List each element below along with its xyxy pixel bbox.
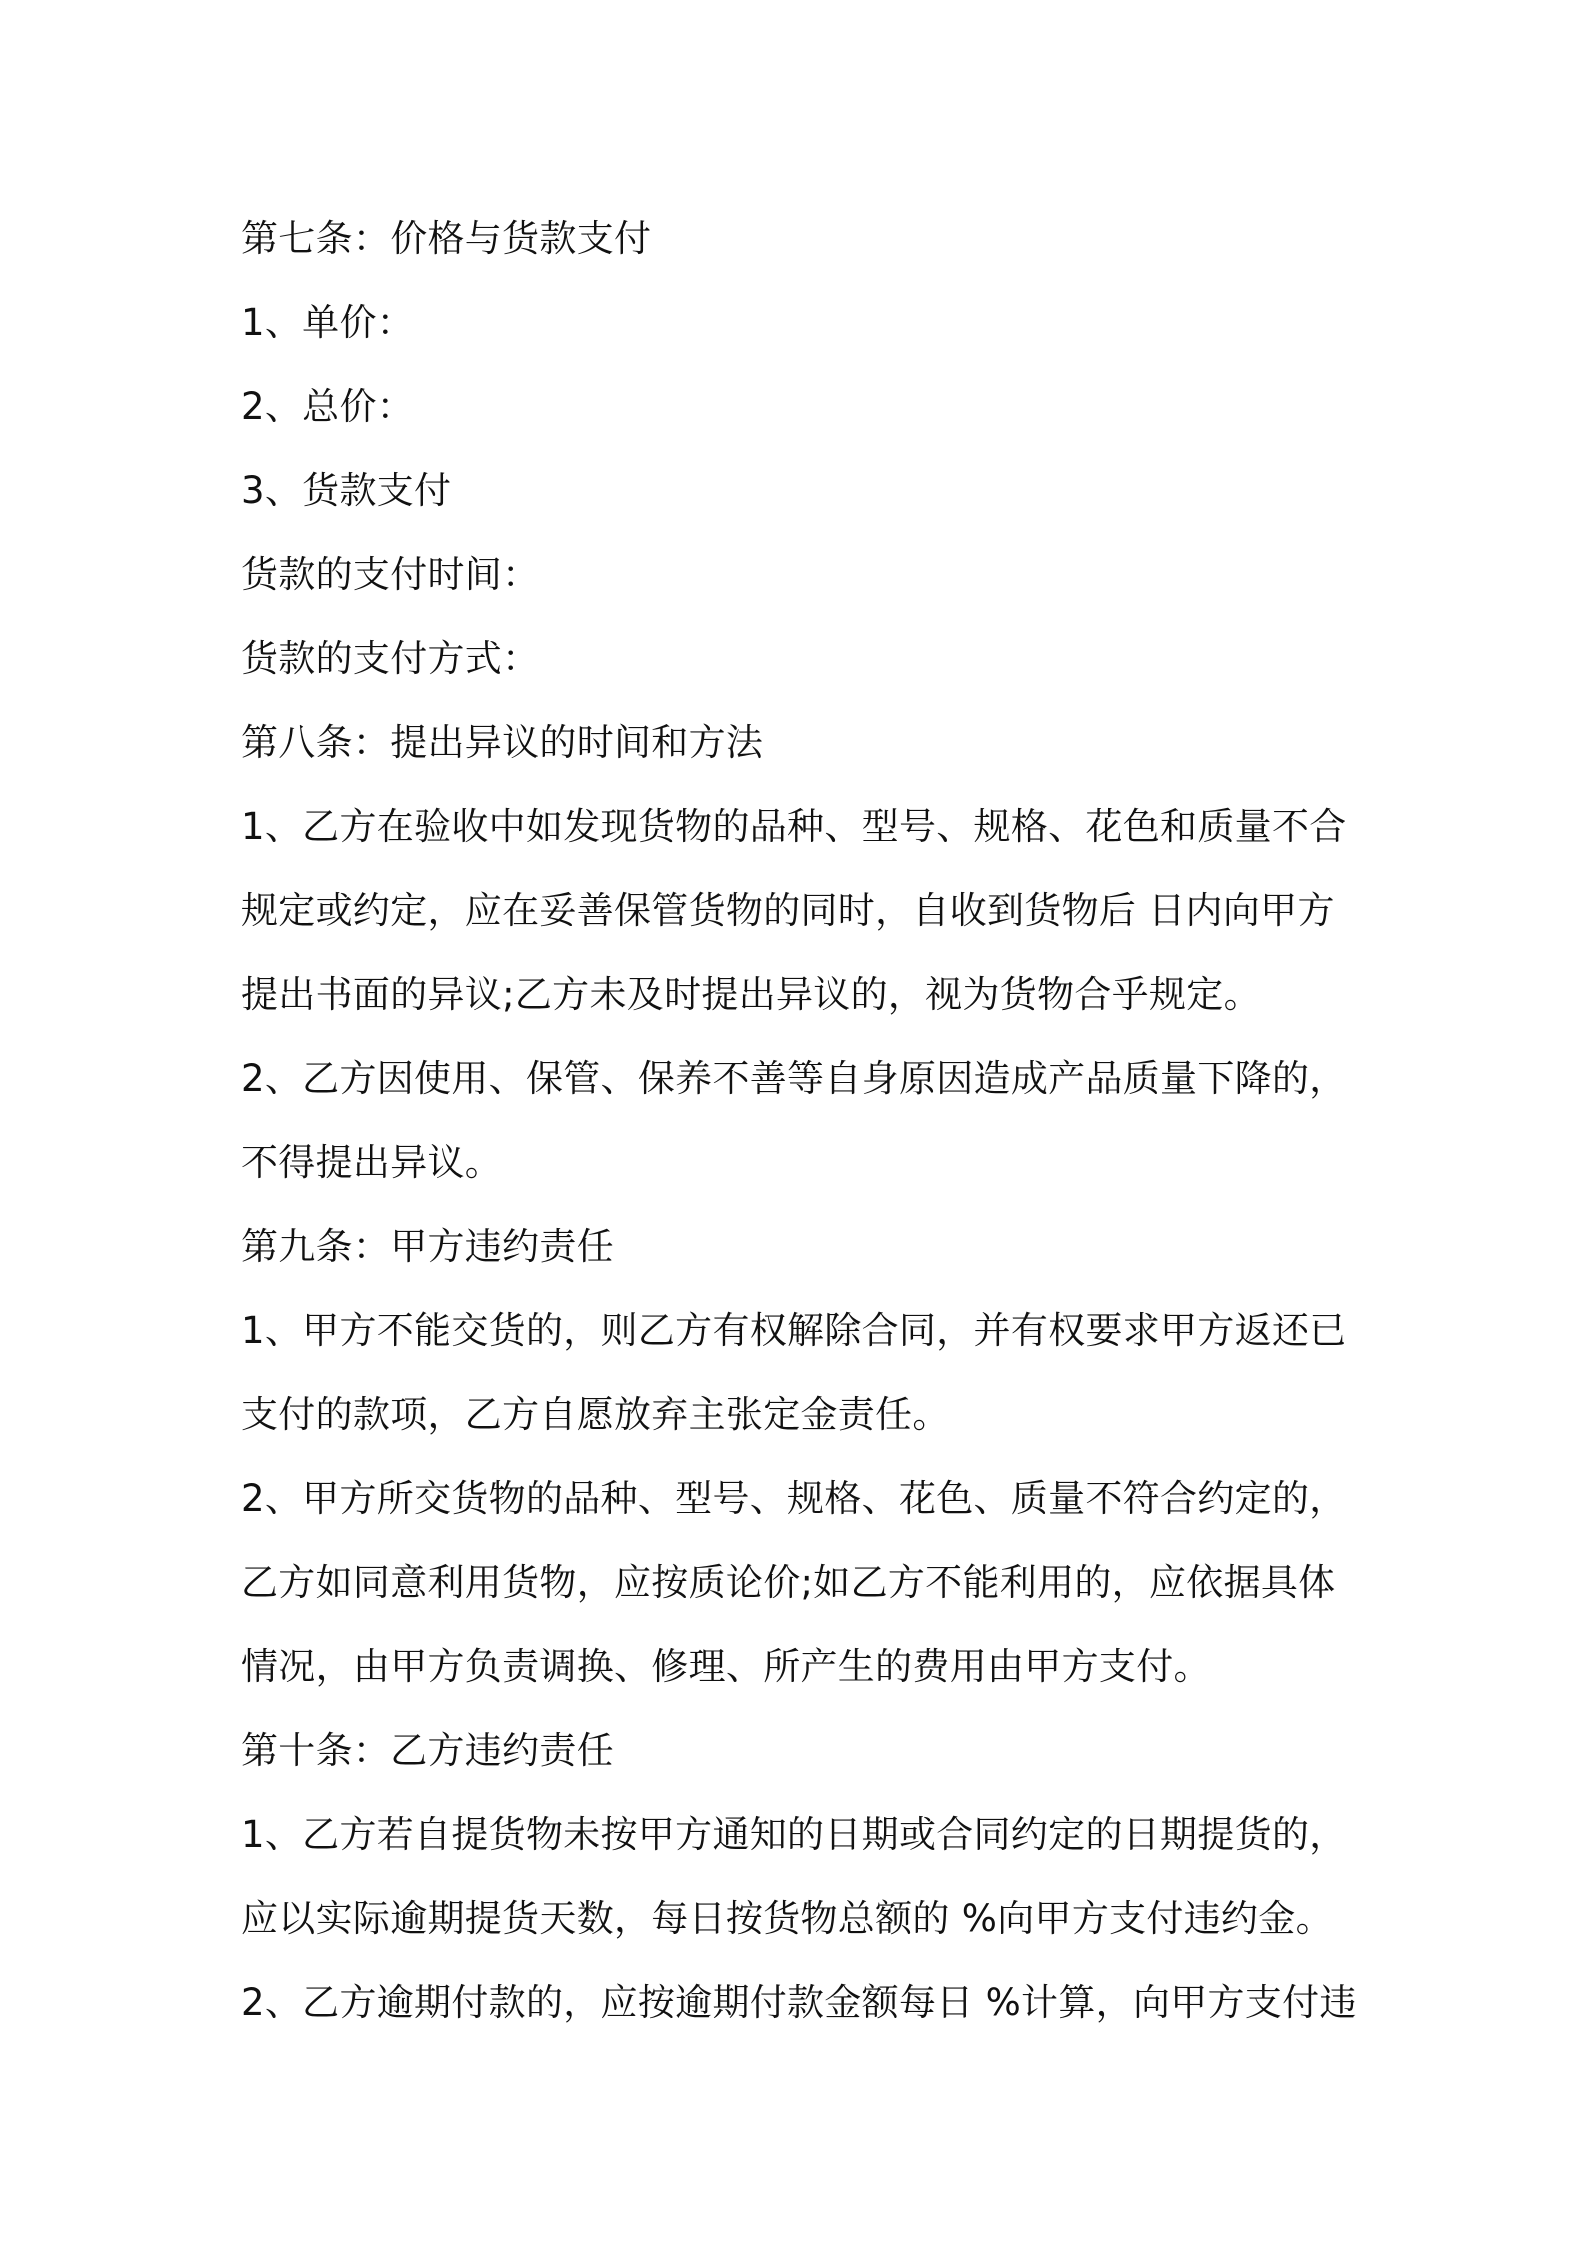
paragraph-line: 1、乙方若自提货物未按甲方通知的日期或合同约定的日期提货的， xyxy=(241,1813,1347,1856)
article-8-heading: 第八条：提出异议的时间和方法 xyxy=(241,721,764,764)
total-price-line: 2、总价： xyxy=(241,385,415,428)
payment-time-line: 货款的支付时间： xyxy=(241,553,540,596)
paragraph-line: 2、乙方因使用、保管、保养不善等自身原因造成产品质量下降的， xyxy=(241,1057,1347,1100)
paragraph-line: 提出书面的异议;乙方未及时提出异议的，视为货物合乎规定。 xyxy=(241,973,1261,1016)
paragraph-line: 1、乙方在验收中如发现货物的品种、型号、规格、花色和质量不合 xyxy=(241,805,1347,848)
paragraph-line: 情况，由甲方负责调换、修理、所产生的费用由甲方支付。 xyxy=(241,1645,1211,1688)
paragraph-line: 支付的款项，乙方自愿放弃主张定金责任。 xyxy=(241,1393,950,1436)
paragraph-line: 乙方如同意利用货物，应按质论价;如乙方不能利用的，应依据具体 xyxy=(241,1561,1336,1604)
payment-line: 3、货款支付 xyxy=(241,469,452,512)
unit-price-line: 1、单价： xyxy=(241,301,415,344)
payment-method-line: 货款的支付方式： xyxy=(241,637,540,680)
paragraph-line: 不得提出异议。 xyxy=(241,1141,503,1184)
article-9-heading: 第九条：甲方违约责任 xyxy=(241,1225,614,1268)
document-body xyxy=(241,197,1361,2045)
paragraph-line: 2、甲方所交货物的品种、型号、规格、花色、质量不符合约定的， xyxy=(241,1477,1347,1520)
paragraph-line: 规定或约定，应在妥善保管货物的同时，自收到货物后 日内向甲方 xyxy=(241,889,1335,932)
article-10-heading: 第十条：乙方违约责任 xyxy=(241,1729,614,1772)
article-7-heading: 第七条：价格与货款支付 xyxy=(241,217,652,260)
paragraph-line: 应以实际逾期提货天数，每日按货物总额的 %向甲方支付违约金。 xyxy=(241,1897,1333,1940)
paragraph-line: 1、甲方不能交货的，则乙方有权解除合同，并有权要求甲方返还已 xyxy=(241,1309,1347,1352)
paragraph-line: 2、乙方逾期付款的，应按逾期付款金额每日 %计算，向甲方支付违 xyxy=(241,1981,1357,2024)
